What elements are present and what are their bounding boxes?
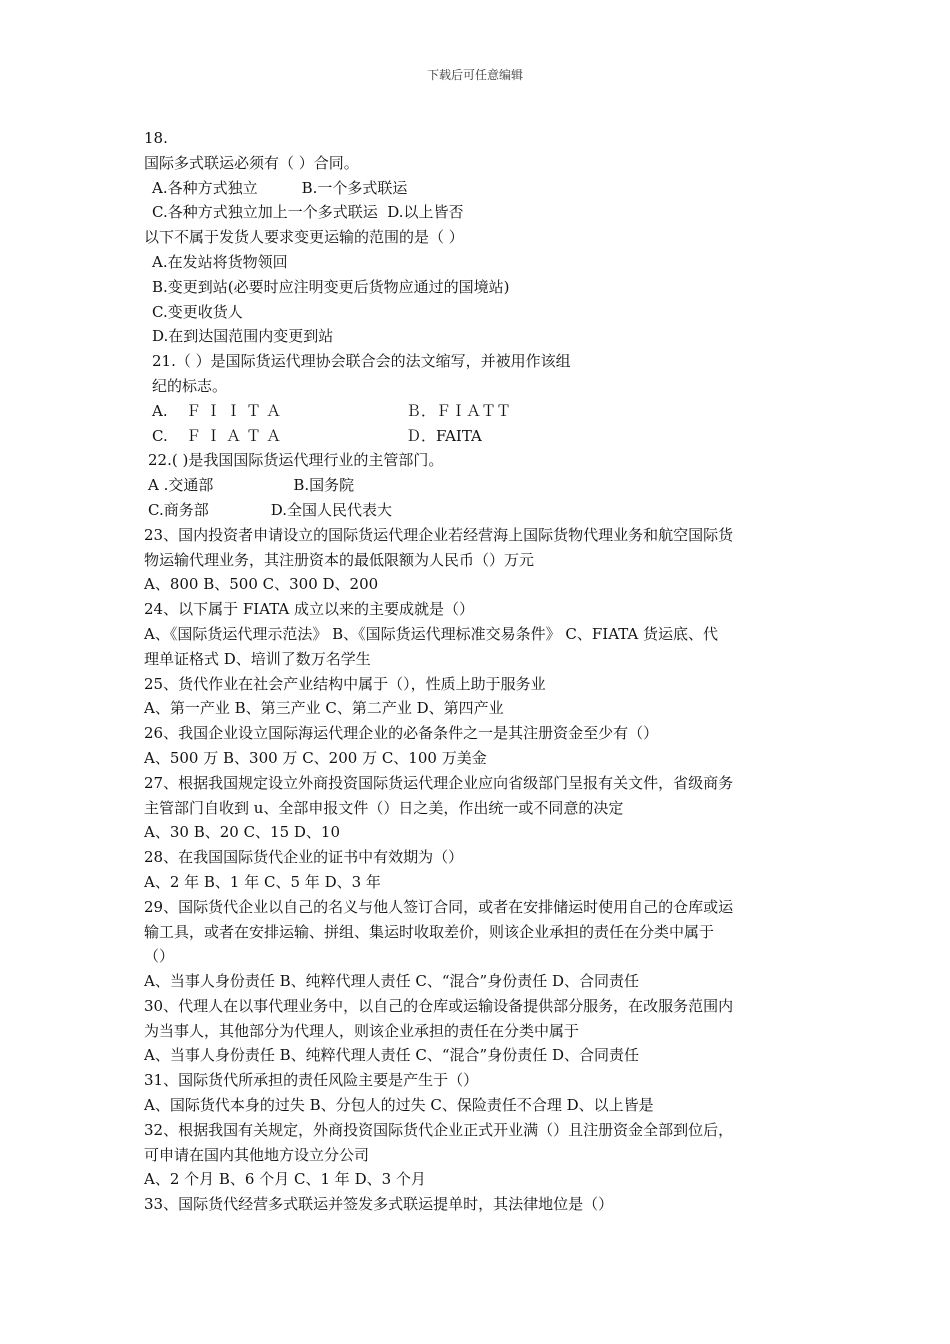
options-row: A、国际货代本身的过失 B、分包人的过失 C、保险责任不合理 D、以上皆是 (144, 1096, 654, 1115)
options-row: A、第一产业 B、第三产业 C、第二产业 D、第四产业 (144, 699, 504, 718)
options-row: A、2 年 B、1 年 C、5 年 D、3 年 (144, 872, 381, 891)
option-c: C.各种方式独立加上一个多式联运 (152, 203, 378, 222)
options-row (144, 473, 808, 498)
option-d: D.以上皆否 (387, 203, 464, 222)
options-row: A、30 B、20 C、15 D、10 (144, 823, 341, 842)
page-header: 下载后可任意编辑 (426, 68, 523, 82)
options-row: A、2 个月 B、6 个月 C、1 年 D、3 个月 (144, 1170, 426, 1189)
option-c: C.变更收货人 (152, 302, 243, 321)
question-stem: 21.（ ）是国际货运代理协会联合会的法文缩写，并被用作该组 (152, 352, 571, 371)
question-stem: 26、我国企业设立国际海运代理企业的必备条件之一是其注册资金至少有（） (144, 724, 659, 743)
option-b: Ｂ．ＦＩＡＴＴ (406, 401, 512, 420)
option-b: B.变更到站(必要时应注明变更后货物应通过的国境站) (152, 277, 510, 296)
option-b: B.国务院 (293, 476, 355, 495)
options-row (144, 399, 808, 424)
option-a: A.在发站将货物领回 (152, 252, 288, 271)
option-a: A .交通部 (148, 476, 214, 495)
question-stem: 25、货代作业在社会产业结构中属于（），性质上助于服务业 (144, 674, 546, 693)
question-stem-continued: 输工具，或者在安排运输、拼组、集运时收取差价，则该企业承担的责任在分类中属于 (144, 922, 715, 941)
question-stem-continued: 纪的标志。 (152, 376, 228, 395)
options-row: A、800 B、500 C、300 D、200 (144, 575, 379, 594)
question-stem: 32、根据我国有关规定，外商投资国际货代企业正式开业满（）且注册资金全部到位后， (144, 1120, 734, 1139)
question-stem: 27、根据我国规定设立外商投资国际货运代理企业应向省级部门呈报有关文件，省级商务 (144, 773, 734, 792)
question-stem-continued: 物运输代理业务，其注册资本的最低限额为人民币（）万元 (144, 550, 535, 569)
options-row (144, 176, 808, 201)
options-row (144, 424, 808, 449)
question-stem: 23、国内投资者申请设立的国际货运代理企业若经营海上国际货物代理业务和航空国际货 (144, 525, 734, 544)
question-stem: 24、以下属于 FIATA 成立以来的主要成就是（） (144, 600, 474, 619)
option-c: C.商务部 (148, 500, 209, 519)
question-stem: 以下不属于发货人要求变更运输的范围的是（ ） (144, 228, 464, 247)
question-stem: 31、国际货代所承担的责任风险主要是产生于（） (144, 1071, 479, 1090)
options-row: A、当事人身份责任 B、纯粹代理人责任 C、“混合”身份责任 D、合同责任 (144, 1046, 640, 1065)
options-row: A、500 万 B、300 万 C、200 万 C、100 万美金 (144, 748, 487, 767)
option-a: ＦＩＩＴＡ (186, 401, 287, 420)
question-stem: 28、在我国国际货代企业的证书中有效期为（） (144, 848, 464, 867)
document-body (144, 126, 808, 1217)
question-stem: 22.( )是我国国际货运代理行业的主管部门。 (148, 451, 444, 470)
question-stem-continued: 主管部门自收到 u、全部申报文件（）日之美，作出统一或不同意的决定 (144, 798, 624, 817)
options-row-continued: 理单证格式 D、培训了数万名学生 (144, 649, 371, 668)
option-c: ＦＩＡＴＡ (186, 426, 287, 445)
option-a: A.各种方式独立 (152, 178, 258, 197)
question-stem: 30、代理人在以事代理业务中，以自己的仓库或运输设备提供部分服务，在改服务范围内 (144, 996, 734, 1015)
question-stem-continued: （） (144, 947, 175, 966)
question-stem-continued: 为当事人，其他部分为代理人，则该企业承担的责任在分类中属于 (144, 1021, 580, 1040)
option-d: D.全国人民代表大 (270, 500, 392, 519)
question-stem: 国际多式联运必须有（ ）合同。 (144, 153, 359, 172)
option-a-label: A. (152, 401, 168, 420)
options-row: A、《国际货运代理示范法》 B、《国际货运代理标准交易条件》 C、FIATA 货运底、代 (144, 624, 719, 643)
question-number: 18. (144, 129, 168, 147)
options-row: A、当事人身份责任 B、纯粹代理人责任 C、“混合”身份责任 D、合同责任 (144, 972, 640, 991)
option-b: B.一个多式联运 (301, 178, 408, 197)
question-stem: 29、国际货代企业以自己的名义与他人签订合同，或者在安排储运时使用自己的仓库或运 (144, 897, 734, 916)
question-stem: 33、国际货代经营多式联运并签发多式联运提单时，其法律地位是（） (144, 1195, 614, 1214)
option-d: Ｄ．FAITA (406, 426, 482, 445)
option-c-label: C. (152, 426, 168, 445)
options-row (144, 498, 808, 523)
question-stem-continued: 可申请在国内其他地方设立分公司 (144, 1145, 370, 1164)
options-row (144, 200, 808, 225)
option-d: D.在到达国范围内变更到站 (152, 327, 334, 346)
